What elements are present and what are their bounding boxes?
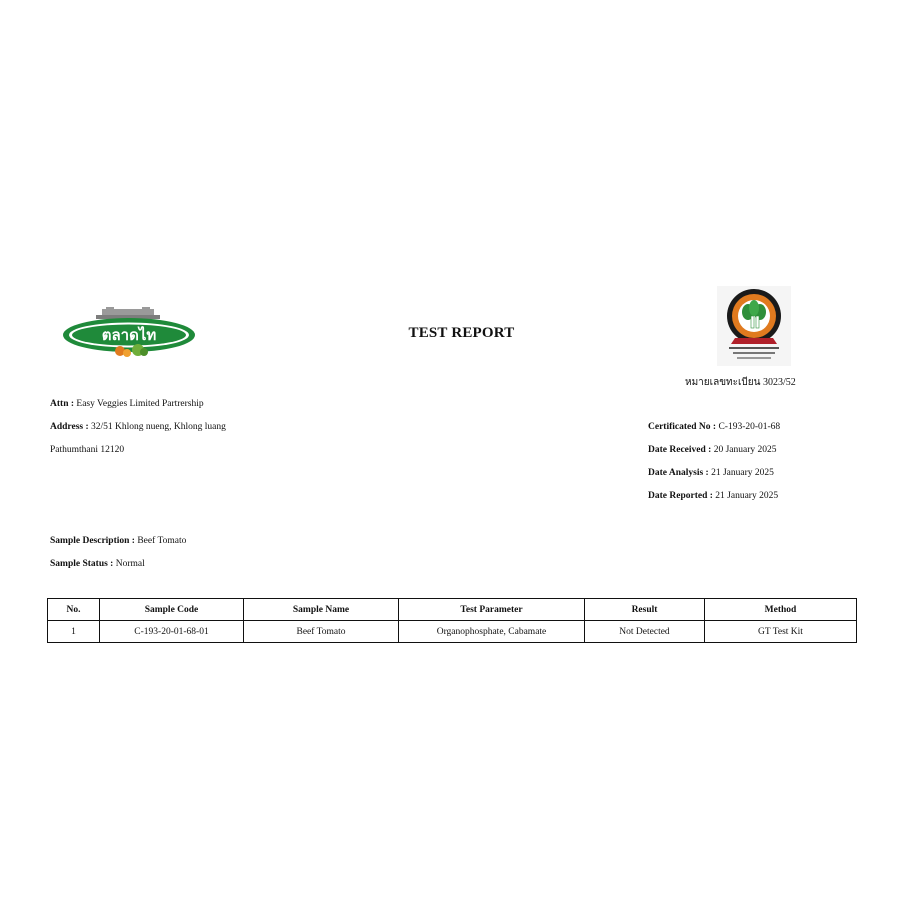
cell-sample-name: Beef Tomato — [244, 621, 399, 643]
header-result: Result — [585, 599, 705, 621]
certificate-no-line — [648, 422, 780, 432]
table-header-row — [48, 599, 857, 621]
cell-no: 1 — [48, 621, 100, 643]
cell-method: GT Test Kit — [705, 621, 857, 643]
cert-no-value: C-193-20-01-68 — [718, 422, 781, 432]
registration-number: หมายเลขทะเบียน 3023/52 — [685, 377, 796, 388]
cell-result: Not Detected — [585, 621, 705, 643]
date-reported-value: 21 January 2025 — [715, 491, 779, 501]
date-received-label: Date Received : — [648, 445, 712, 455]
header-no: No. — [48, 599, 100, 621]
logo-left-text: ตลาดไท — [101, 326, 157, 344]
attn-line — [50, 399, 204, 409]
date-received-line — [648, 445, 776, 455]
cell-test-parameter: Organophosphate, Cabamate — [399, 621, 585, 643]
address-line — [50, 422, 226, 432]
date-analysis-line — [648, 468, 774, 478]
sample-status-value: Normal — [115, 559, 145, 569]
sample-description-label: Sample Description : — [50, 536, 135, 546]
sample-description-value: Beef Tomato — [137, 536, 187, 546]
table-row — [48, 621, 857, 643]
header-sample-name: Sample Name — [244, 599, 399, 621]
address-label: Address : — [50, 422, 89, 432]
cell-sample-code: C-193-20-01-68-01 — [100, 621, 244, 643]
date-received-value: 20 January 2025 — [713, 445, 777, 455]
header-method: Method — [705, 599, 857, 621]
date-reported-label: Date Reported : — [648, 491, 713, 501]
date-reported-line — [648, 491, 778, 501]
title-text: TEST REPORT — [408, 325, 515, 341]
date-analysis-label: Date Analysis : — [648, 468, 709, 478]
attn-label: Attn : — [50, 399, 75, 409]
lab-certification-seal — [717, 286, 791, 366]
results-table — [47, 598, 857, 643]
header-test-parameter: Test Parameter — [399, 599, 585, 621]
address-line1: 32/51 Khlong nueng, Khlong luang — [91, 422, 226, 432]
header-sample-code: Sample Code — [100, 599, 244, 621]
attn-value: Easy Veggies Limited Partrership — [76, 399, 204, 409]
address-line2: Pathumthani 12120 — [50, 445, 125, 455]
sample-description-line — [50, 536, 186, 546]
sample-status-line — [50, 559, 145, 569]
date-analysis-value: 21 January 2025 — [711, 468, 774, 478]
cert-no-label: Certificated No : — [648, 422, 717, 432]
address-line-2 — [50, 445, 124, 455]
sample-status-label: Sample Status : — [50, 559, 114, 569]
